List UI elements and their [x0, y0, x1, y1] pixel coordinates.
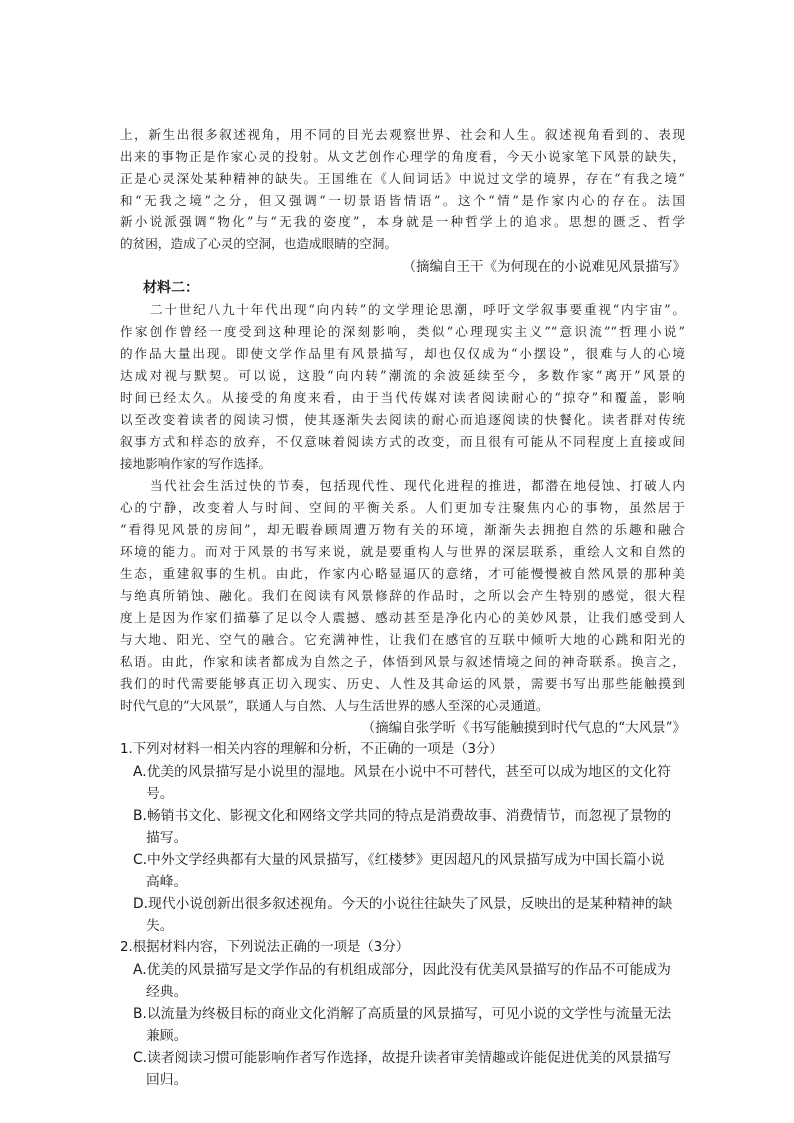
passage1-line: 新小说派强调“物化”与“无我的姿度”，本身就是一种哲学上的追求。思想的匮乏、哲学 — [120, 214, 685, 229]
question-1-option-d-cont: 失。 — [146, 918, 174, 934]
question-2-option-b[interactable]: B.以流量为终极目标的商业文化消解了高质量的风景描写，可见小说的文学性与流量无法 — [133, 1006, 672, 1022]
passage1-line: 上，新生出很多叙述视角，用不同的目光去观察世界、社会和人生。叙述视角看到的、表现 — [120, 127, 685, 142]
question-2-option-b-cont: 兼顾。 — [146, 1028, 188, 1044]
question-2-option-a[interactable]: A.优美的风景描写是文学作品的有机组成部分，因此没有优美风景描写的作品不可能成为 — [133, 962, 671, 978]
passage2-line: 与绝真所销蚀、融化。我们在阅读有风景修辞的作品时，之所以会产生特别的感觉，很大程 — [120, 588, 685, 603]
question-2-option-a-cont: 经典。 — [146, 984, 188, 1000]
passage2-line: 以至改变着读者的阅读习惯，使其逐渐失去阅读的耐心而追逐阅读的快餐化。读者群对传统 — [120, 412, 685, 427]
passage2-line: 私语。由此，作家和读者都成为自然之子，体悟到风景与叙述情境之间的神奇联系。换言之， — [120, 654, 685, 669]
passage2-line: “看得见风景的房间”，却无暇眷顾周遭万物有关的环境，渐渐失去拥抱自然的乐趣和融合 — [120, 522, 685, 537]
passage2-line: 当代社会生活过快的节奏，包括现代性、现代化进程的推进，都潜在地侵蚀、打破人内 — [150, 478, 685, 493]
passage2-line: 二十世纪八九十年代出现“向内转”的文学理论思潮，呼吁文学叙事要重视“内宇宙”。 — [150, 302, 685, 317]
material2-heading: 材料二： — [143, 280, 199, 296]
passage1-line: 正是心灵深处某种精神的缺失。王国维在《人间词话》中说过文学的境界，存在“有我之境” — [120, 171, 685, 186]
source-citation-2: （摘编自张学昕《书写能触摸到时代气息的“大风景”》 — [361, 720, 686, 736]
passage2-line: 心的宁静，改变着人与时间、空间的平衡关系。人们更加专注聚焦内心的事物，虽然居于 — [120, 500, 685, 515]
source-citation-1: （摘编自王干《为何现在的小说难见风景描写》 — [402, 259, 686, 275]
question-1-option-c[interactable]: C.中外文学经典都有大量的风景描写，《红楼梦》更因超凡的风景描写成为中国长篇小说 — [133, 852, 665, 868]
question-1-option-a-cont: 号。 — [146, 786, 174, 802]
passage2-line: 达成对视与默契。可以说，这股“向内转”潮流的余波延续至今，多数作家“离开”风景的 — [120, 368, 685, 383]
passage2-line: 的作品大量出现。即使文学作品里有风景描写，却也仅仅成为“小摆设”，很难与人的心境 — [120, 346, 685, 361]
passage2-line: 作家创作曾经一度受到这种理论的深刻影响，类似“心理现实主义”“意识流”“哲理小说” — [120, 324, 685, 339]
passage2-line: 环境的能力。而对于风景的书写来说，就是要重构人与世界的深层联系，重绘人文和自然的 — [120, 544, 685, 559]
passage2-line: 我们的时代需要能够真正切入现实、历史、人性及其命运的风景，需要书写出那些能触摸到 — [120, 676, 685, 691]
question-2-option-c-cont: 回归。 — [146, 1072, 188, 1088]
passage1-line: 和“无我之境”之分，但又强调“一切景语皆情语”。这个“情”是作家内心的存在。法国 — [120, 193, 685, 208]
passage2-line: 与大地、阳光、空气的融合。它充满神性，让我们在感官的互联中倾听大地的心跳和阳光的 — [120, 632, 685, 647]
question-1-option-d[interactable]: D.现代小说创新出很多叙述视角。今天的小说往往缺失了风景，反映出的是某种精神的缺 — [133, 896, 673, 912]
passage2-line: 时代气息的“大风景”，联通人与自然、人与生活世界的感人至深的心灵通道。 — [120, 698, 549, 713]
question-1-option-b[interactable]: B.畅销书文化、影视文化和网络文学共同的特点是消费故事、消费情节，而忽视了景物的 — [133, 808, 672, 824]
passage2-line: 生态，重建叙事的生机。由此，作家内心略显逼仄的意绪，才可能慢慢被自然风景的那种美 — [120, 566, 685, 581]
question-2-stem: 2.根据材料内容，下列说法正确的一项是（3分） — [120, 940, 410, 955]
passage2-line: 接地影响作家的写作选择。 — [120, 456, 272, 471]
passage2-line: 时间已经太久。从接受的角度来看，由于当代传媒对读者阅读耐心的“掠夺”和覆盖，影响 — [120, 390, 685, 405]
question-1-option-a[interactable]: A.优美的风景描写是小说里的湿地。风景在小说中不可替代，甚至可以成为地区的文化符 — [133, 764, 671, 780]
question-1-stem: 1.下列对材料一相关内容的理解和分析，不正确的一项是（3分） — [120, 742, 503, 757]
question-1-option-c-cont: 高峰。 — [146, 874, 188, 890]
passage2-line: 度上是因为作家们描摹了足以令人震撼、感动甚至是净化内心的美妙风景，让我们感受到人 — [120, 610, 685, 625]
passage1-line: 的贫困，造成了心灵的空洞，也造成眼睛的空洞。 — [120, 236, 398, 251]
question-2-option-c[interactable]: C.读者阅读习惯可能影响作者写作选择，故提升读者审美情趣或许能促进优美的风景描写 — [133, 1050, 672, 1066]
question-1-option-b-cont: 描写。 — [146, 830, 188, 846]
passage2-line: 叙事方式和样态的放弃，不仅意味着阅读方式的改变，而且很有可能从不同程度上直接或间 — [120, 434, 685, 449]
passage1-line: 出来的事物正是作家心灵的投射。从文艺创作心理学的角度看，今天小说家笔下风景的缺失， — [120, 149, 685, 164]
